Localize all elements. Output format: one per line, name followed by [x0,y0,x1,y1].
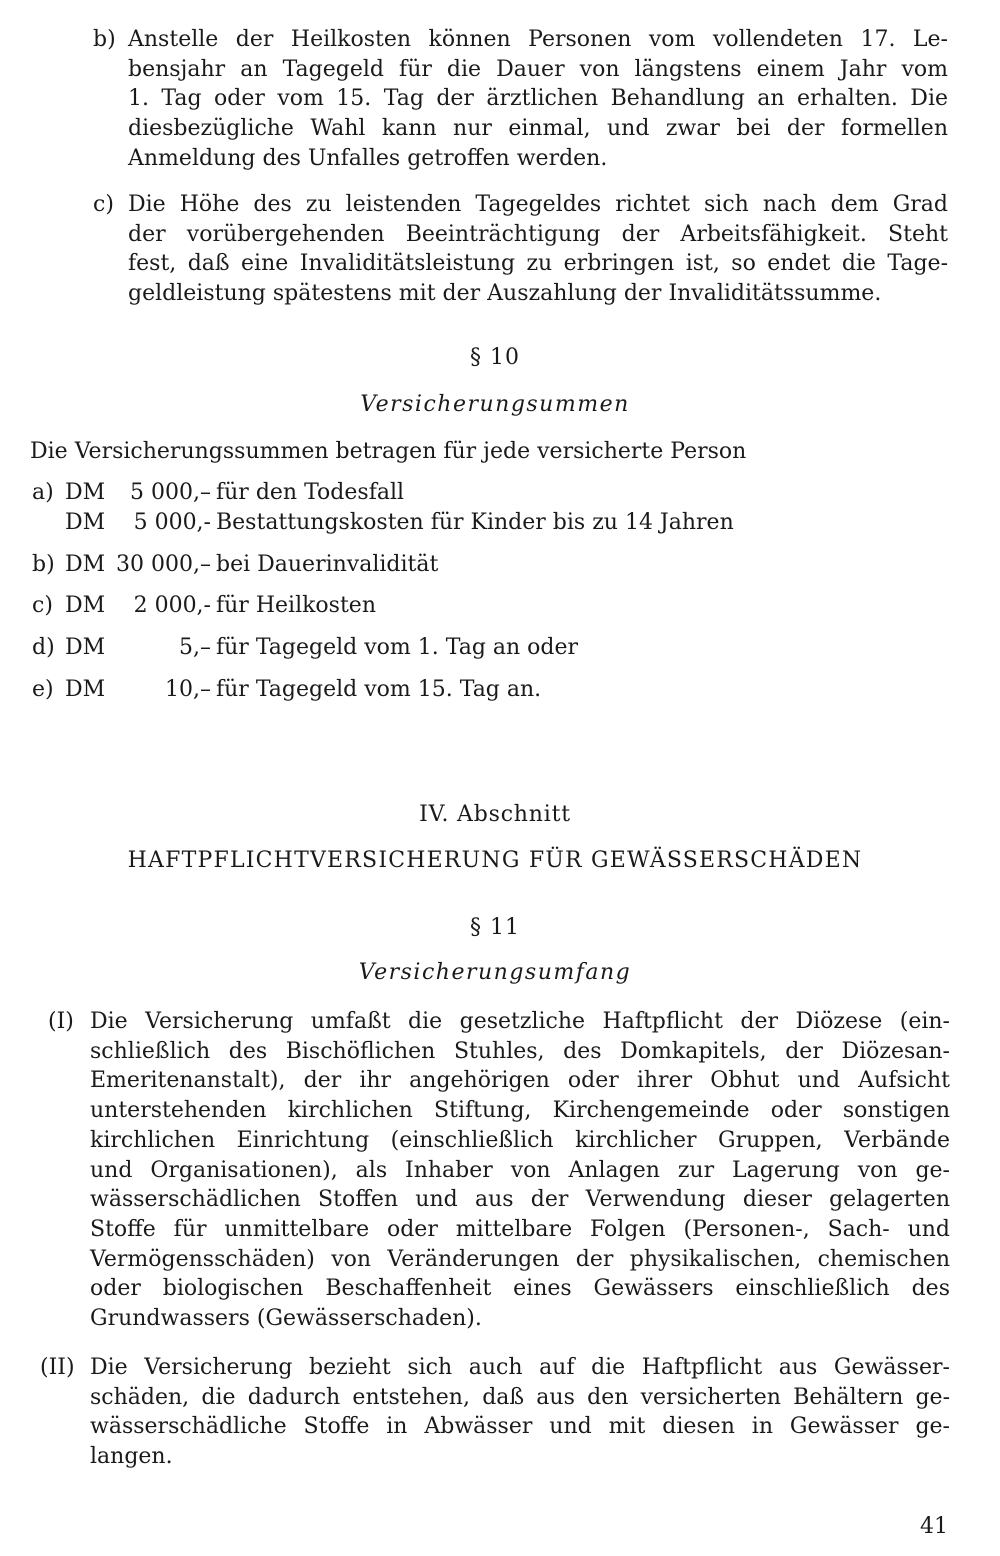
paragraph-text [128,190,948,309]
chapter-number: IV. Abschnitt [419,802,571,827]
item-amount: 30 000,– [116,552,211,577]
text-line: Grundwassers (Gewässerschaden). [90,1306,482,1332]
text-line: oder biologischen Beschaffenheit eines Gewässers einschließlich des [90,1276,950,1302]
item-amount: 2 000,- [133,593,211,618]
text-line: Die Höhe des zu leistenden Tagegeldes richtet sich nach dem Grad [128,192,948,217]
item-label: b) [32,552,55,577]
item-description: für Tagegeld vom 15. Tag an. [216,677,542,702]
item-description: für den Todesfall [216,480,405,505]
chapter-title: HAFTPFLICHTVERSICHERUNG FÜR GEWÄSSERSCHÄDEN [127,848,863,873]
paragraph-label: (II) [40,1355,75,1380]
section-number: § 10 [470,345,520,370]
paragraph-text [128,25,948,174]
item-label: e) [32,677,54,702]
text-line: unterstehenden kirchlichen Stiftung, Kirchengemeinde oder sonstigen [90,1098,950,1124]
sum-list-item [30,591,830,621]
text-line: Emeritenanstalt), der ihr angehörigen oder ihrer Obhut und Aufsicht [90,1068,950,1094]
item-label: c) [32,593,53,618]
sum-list-item [30,508,830,538]
page-number: 41 [920,1514,948,1539]
text-line: wässerschädlichen Stoffen und aus der Verwendung dieser gelagerten [90,1187,950,1213]
paragraph-label: b) [93,27,116,52]
item-currency: DM [65,593,106,618]
paragraph-label: (I) [48,1009,74,1034]
section-title: Versicherungsummen [360,392,630,417]
item-label: d) [32,635,55,660]
text-line: diesbezügliche Wahl kann nur einmal, und zwar bei der formellen [128,116,948,142]
item-currency: DM [65,480,106,505]
paragraph-label: c) [93,192,114,217]
item-amount: 5 000,- [133,510,211,535]
text-line: geldleistung spätestens mit der Auszahlung der Invaliditätssumme. [128,281,882,307]
sum-list-item [30,550,830,580]
section-number: § 11 [470,915,520,940]
item-description: Bestattungskosten für Kinder bis zu 14 Jahren [216,510,734,535]
paragraph-text [90,1007,950,1334]
text-line: fest, daß eine Invaliditätsleistung zu erbringen ist, so endet die Tage- [128,251,948,277]
sum-list-item [30,478,830,508]
text-line: Stoffe für unmittelbare oder mittelbare Folgen (Personen-, Sach- und [90,1216,950,1242]
item-description: für Heilkosten [216,593,376,618]
item-currency: DM [65,677,106,702]
sum-list-item [30,675,830,705]
text-line: und Organisationen), als Inhaber von Anlagen zur Lagerung von ge- [90,1157,950,1183]
item-currency: DM [65,635,106,660]
item-currency: DM [65,510,106,535]
item-description: für Tagegeld vom 1. Tag an oder [216,635,579,660]
text-line: wässerschädliche Stoffe in Abwässer und mit diesen in Gewässer ge- [90,1414,950,1440]
text-line: Die Versicherung bezieht sich auch auf die Haftpflicht aus Gewässer- [90,1355,950,1380]
text-line: langen. [90,1444,173,1470]
text-line: kirchlichen Einrichtung (einschließlich kirchlicher Gruppen, Verbände [90,1127,950,1153]
text-line: Anstelle der Heilkosten können Personen vom vollendeten 17. Le- [128,27,948,52]
text-line: schäden, die dadurch entstehen, daß aus den versicherten Behältern ge- [90,1384,950,1410]
paragraph-text [90,1353,950,1472]
item-description: bei Dauerinvalidität [216,552,439,577]
text-line: bensjahr an Tagegeld für die Dauer von längstens einem Jahr vom [128,56,948,82]
item-label: a) [32,480,54,505]
text-line: Die Versicherung umfaßt die gesetzliche Haftpflicht der Diözese (ein- [90,1009,950,1034]
item-amount: 5,– [179,635,211,660]
sum-list-item [30,633,830,663]
item-amount: 5 000,– [130,480,211,505]
item-amount: 10,– [165,677,211,702]
text-line: 1. Tag oder vom 15. Tag der ärztlichen Behandlung an erhalten. Die [128,86,948,112]
text-line: schließlich des Bischöflichen Stuhles, des Domkapitels, der Diözesan- [90,1038,950,1064]
section-intro: Die Versicherungssummen betragen für jede versicherte Person [30,439,747,464]
text-line: der vorübergehenden Beeinträchtigung der Arbeitsfähigkeit. Steht [128,221,948,247]
text-line: Vermögensschäden) von Veränderungen der physikalischen, chemischen [90,1246,950,1272]
item-currency: DM [65,552,106,577]
text-line: Anmeldung des Unfalles getroffen werden. [128,145,608,171]
section-title: Versicherungsumfang [358,960,632,985]
